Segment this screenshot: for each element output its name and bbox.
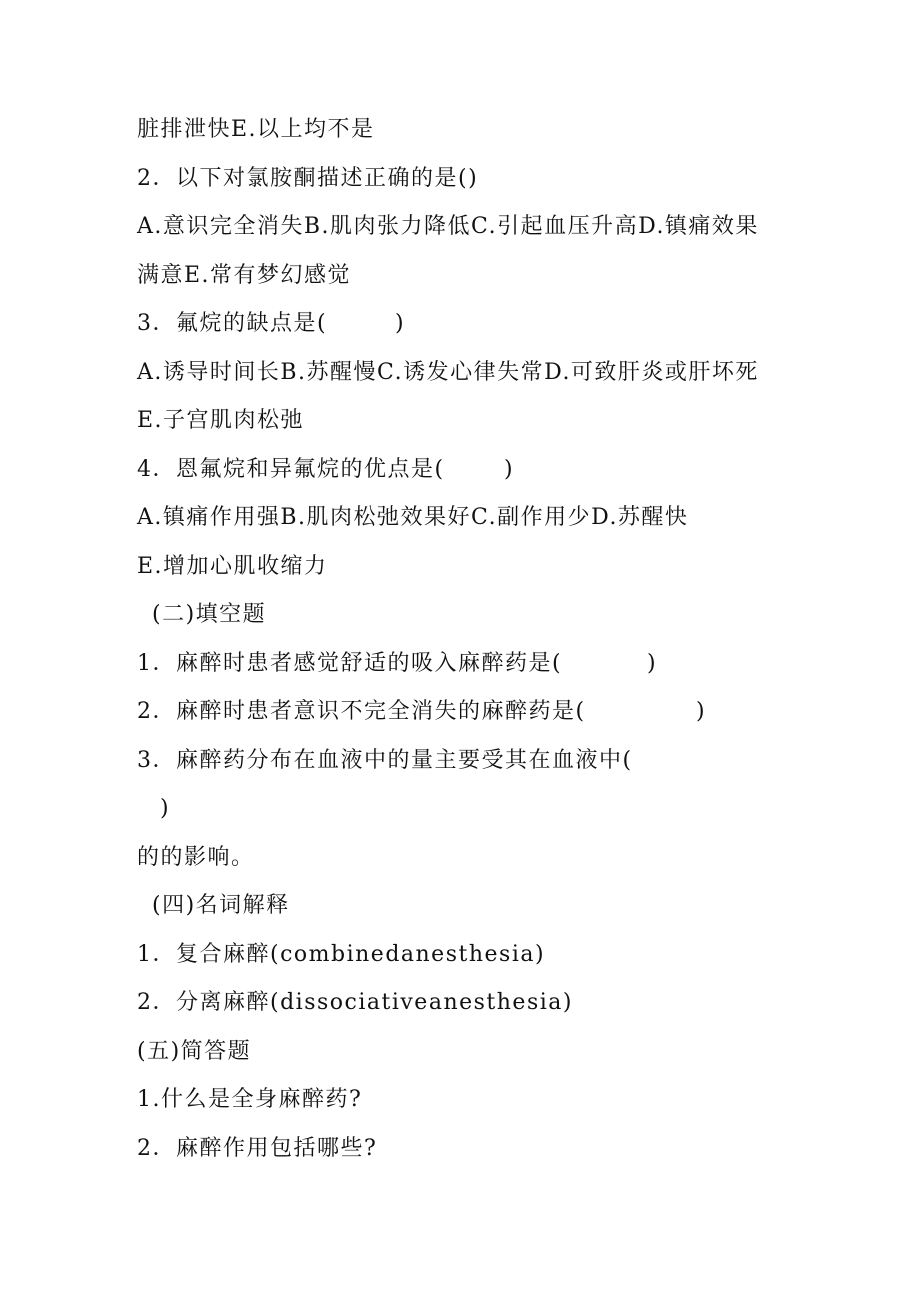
question-item: 1．麻醉时患者感觉舒适的吸入麻醉药是( )	[137, 651, 658, 676]
section-heading: (二)填空题	[152, 602, 267, 627]
text-line: 的的影响。	[137, 845, 255, 870]
question-item: 2．麻醉时患者意识不完全消失的麻醉药是( )	[137, 699, 707, 724]
question-item: 4．恩氟烷和异氟烷的优点是( )	[137, 457, 515, 482]
question-item: 3．麻醉药分布在血液中的量主要受其在血液中(	[137, 748, 633, 773]
question-item: 1．复合麻醉(combinedanesthesia)	[137, 942, 546, 967]
question-item: 1.什么是全身麻醉药?	[137, 1087, 363, 1112]
answer-options: A.诱导时间长B.苏醒慢C.诱发心律失常D.可致肝炎或肝坏死	[137, 360, 759, 385]
section-heading: (四)名词解释	[152, 893, 290, 918]
section-heading: (五)简答题	[137, 1039, 252, 1064]
question-item: 2．以下对氯胺酮描述正确的是()	[137, 166, 479, 191]
text-line: )	[160, 796, 171, 821]
answer-options: A.镇痛作用强B.肌肉松弛效果好C.副作用少D.苏醒快	[137, 505, 689, 530]
question-item: 2．麻醉作用包括哪些?	[137, 1136, 378, 1161]
answer-options: E.增加心肌收缩力	[137, 554, 328, 579]
answer-options: E.子宫肌肉松弛	[137, 408, 305, 433]
text-line: 脏排泄快E.以上均不是	[137, 117, 375, 142]
answer-options: 满意E.常有梦幻感觉	[137, 263, 352, 288]
question-item: 3．氟烷的缺点是( )	[137, 311, 406, 336]
answer-options: A.意识完全消失B.肌肉张力降低C.引起血压升高D.镇痛效果	[137, 214, 759, 239]
question-item: 2．分离麻醉(dissociativeanesthesia)	[137, 990, 573, 1015]
